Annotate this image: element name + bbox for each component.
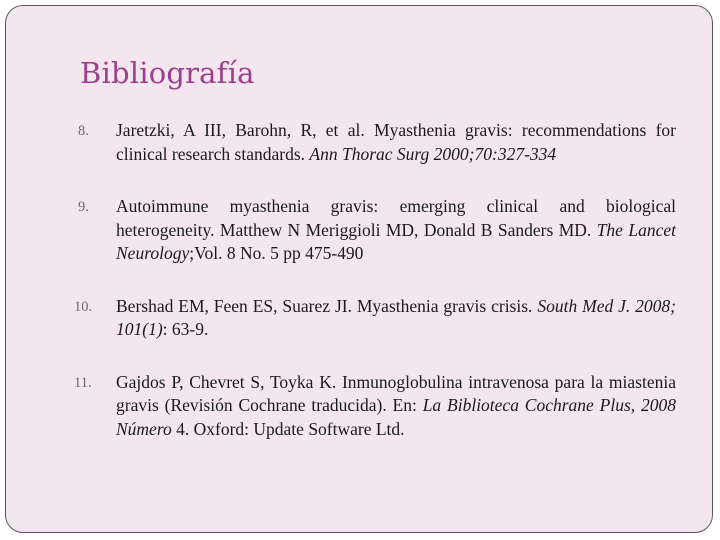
reference-item	[74, 295, 677, 342]
slide-title: Bibliografía	[80, 56, 255, 90]
reference-details: ;Vol. 8 No. 5 pp 475-490	[189, 243, 364, 263]
reference-item	[78, 119, 676, 166]
reference-source: The Lancet Neurology	[116, 219, 676, 263]
slide	[5, 5, 713, 533]
reference-text: Autoimmune myasthenia gravis: emerging clinical and biological heterogeneity. Matthew N Meriggioli MD, Donald B Sanders MD.	[116, 196, 676, 240]
reference-item	[78, 195, 676, 266]
reference-number: 10.	[74, 298, 93, 315]
reference-source: South Med J. 2008; 101(1)	[116, 295, 677, 339]
reference-text: Jaretzki, A III, Barohn, R, et al. Myasthenia gravis: recommendations for clinical research standards.	[116, 120, 676, 164]
reference-item	[74, 371, 676, 442]
reference-source: Ann Thorac Surg 2000;70:327-334	[309, 143, 557, 164]
reference-list	[74, 119, 677, 470]
reference-text: Bershad EM, Feen ES, Suarez JI. Myasthenia gravis crisis.	[116, 295, 538, 316]
reference-source: La Biblioteca Cochrane Plus, 2008 Número	[116, 395, 676, 439]
reference-text: Gajdos P, Chevret S, Toyka K. Inmunoglobulina intravenosa para la miastenia gravis (Revisión Cochrane traducida). En:	[116, 371, 676, 415]
reference-details: 4. Oxford: Update Software Ltd.	[171, 418, 405, 439]
reference-details: : 63-9.	[162, 319, 209, 339]
reference-number: 11.	[74, 374, 92, 391]
reference-number: 9.	[78, 199, 89, 215]
reference-number: 8.	[78, 123, 89, 139]
